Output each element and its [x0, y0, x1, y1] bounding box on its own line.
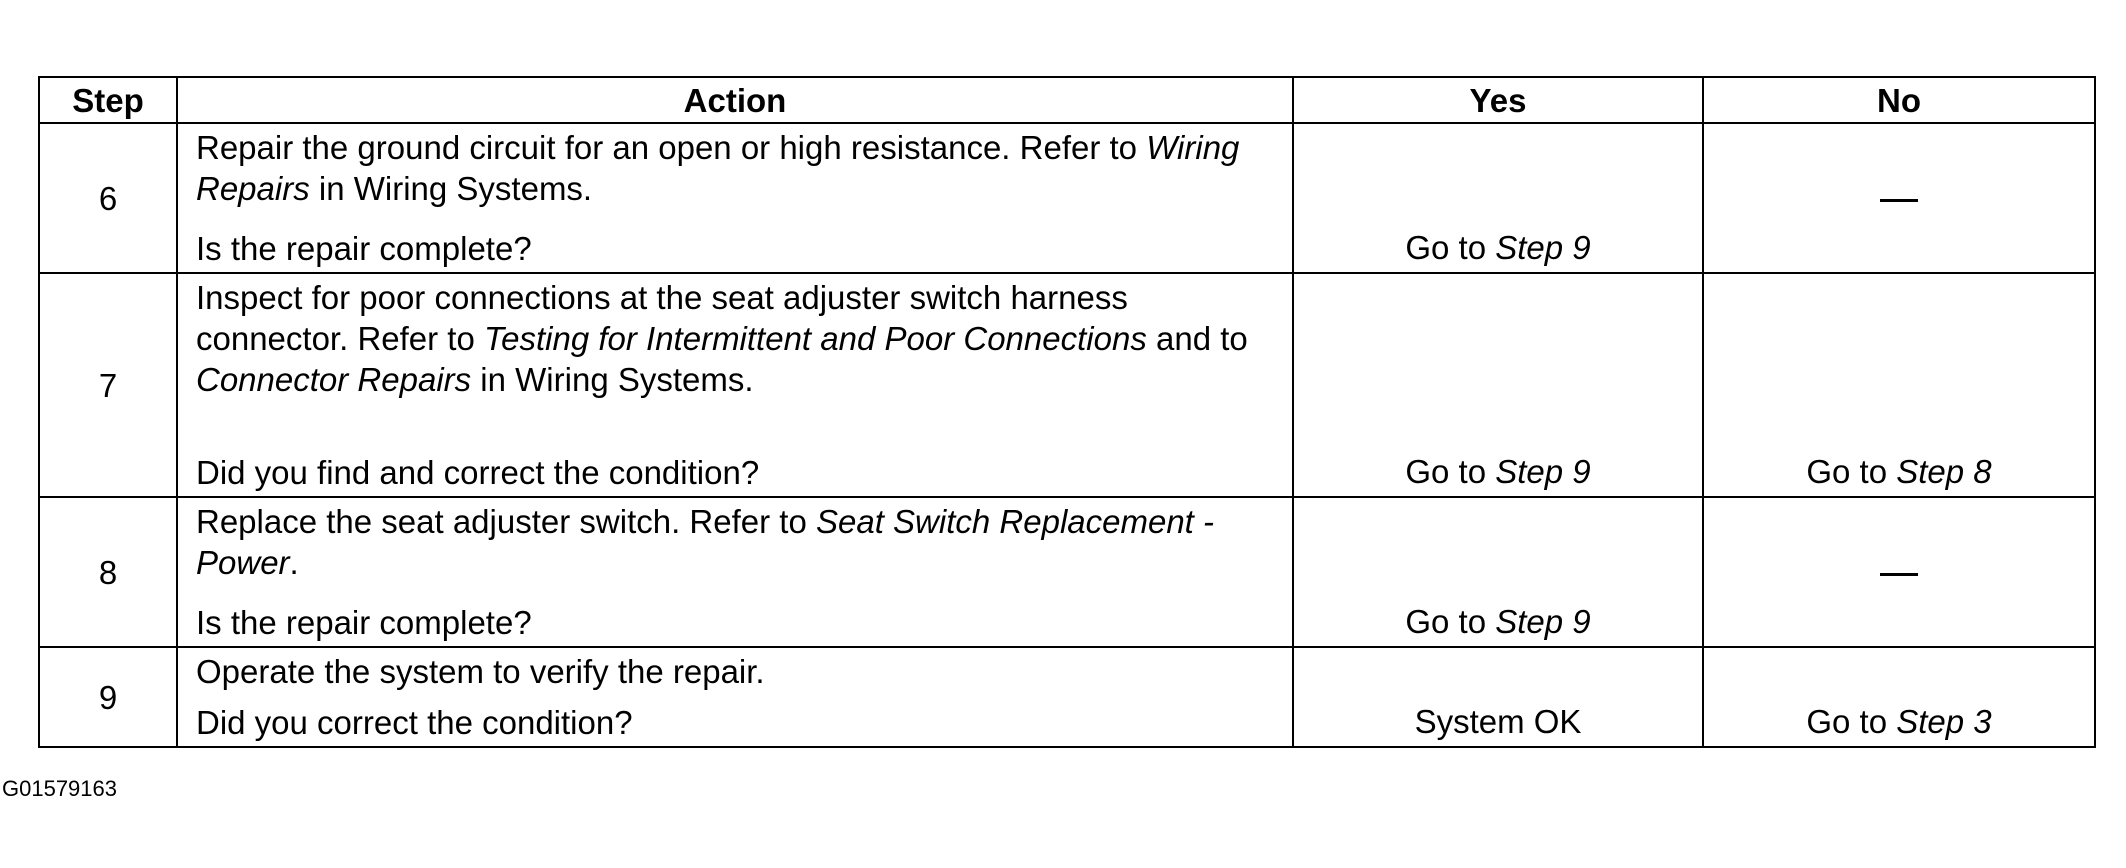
column-header-action: Action [177, 77, 1293, 123]
column-header-no: No [1703, 77, 2095, 123]
table-header-row [39, 77, 2095, 123]
result-prefix: Go to [1806, 453, 1897, 490]
not-applicable-dash [1880, 573, 1918, 576]
not-applicable-dash [1880, 199, 1918, 202]
no-result [1703, 273, 2095, 497]
action-question: Did you correct the condition? [196, 704, 633, 741]
figure-id: G01579163 [2, 776, 117, 801]
column-header-yes: Yes [1293, 77, 1703, 123]
action-instruction [196, 501, 1274, 583]
action-question: Did you find and correct the condition? [196, 454, 760, 491]
yes-result [1293, 123, 1703, 273]
step-number: 9 [39, 647, 177, 747]
instruction-text: and to [1146, 320, 1248, 357]
action-question: Is the repair complete? [196, 230, 532, 267]
step-number: 8 [39, 497, 177, 647]
result-prefix: Go to [1405, 229, 1496, 266]
instruction-text: in Wiring Systems. [471, 361, 754, 398]
step-reference: Step 3 [1896, 703, 1992, 740]
reference-link: Seat Switch Replacement - Power [196, 503, 1214, 581]
instruction-text: Repair the ground circuit for an open or high resistance. Refer to [196, 129, 1147, 166]
table-row [39, 647, 2095, 747]
table-row [39, 123, 2095, 273]
action-cell [177, 497, 1293, 647]
instruction-text: Replace the seat adjuster switch. Refer to [196, 503, 816, 540]
instruction-text: Operate the system to verify the repair. [196, 653, 765, 690]
step-reference: Step 9 [1495, 229, 1591, 266]
table-row [39, 497, 2095, 647]
instruction-text: . [289, 544, 299, 581]
action-cell [177, 647, 1293, 747]
result-text: System OK [1414, 703, 1582, 740]
result-prefix: Go to [1405, 453, 1496, 490]
diagnostic-table [38, 76, 2096, 748]
reference-link: Connector Repairs [196, 361, 472, 398]
action-instruction [196, 277, 1274, 400]
reference-link: Testing for Intermittent and Poor Connections [484, 320, 1147, 357]
action-instruction [196, 651, 1274, 692]
instruction-text: Inspect for poor connections at the seat adjuster switch harness connector. Refer to [196, 279, 1128, 357]
yes-result [1293, 497, 1703, 647]
action-instruction [196, 127, 1274, 209]
no-result [1703, 497, 2095, 647]
result-prefix: Go to [1806, 703, 1897, 740]
action-cell [177, 123, 1293, 273]
action-cell [177, 273, 1293, 497]
step-number: 6 [39, 123, 177, 273]
result-prefix: Go to [1405, 603, 1496, 640]
step-reference: Step 9 [1495, 603, 1591, 640]
action-question: Is the repair complete? [196, 604, 532, 641]
reference-link: Wiring Repairs [196, 129, 1240, 207]
step-reference: Step 9 [1495, 453, 1591, 490]
instruction-text: in Wiring Systems. [309, 170, 593, 207]
column-header-step: Step [39, 77, 177, 123]
step-reference: Step 8 [1896, 453, 1992, 490]
yes-result [1293, 647, 1703, 747]
table-row [39, 273, 2095, 497]
no-result [1703, 123, 2095, 273]
no-result [1703, 647, 2095, 747]
step-number: 7 [39, 273, 177, 497]
yes-result [1293, 273, 1703, 497]
